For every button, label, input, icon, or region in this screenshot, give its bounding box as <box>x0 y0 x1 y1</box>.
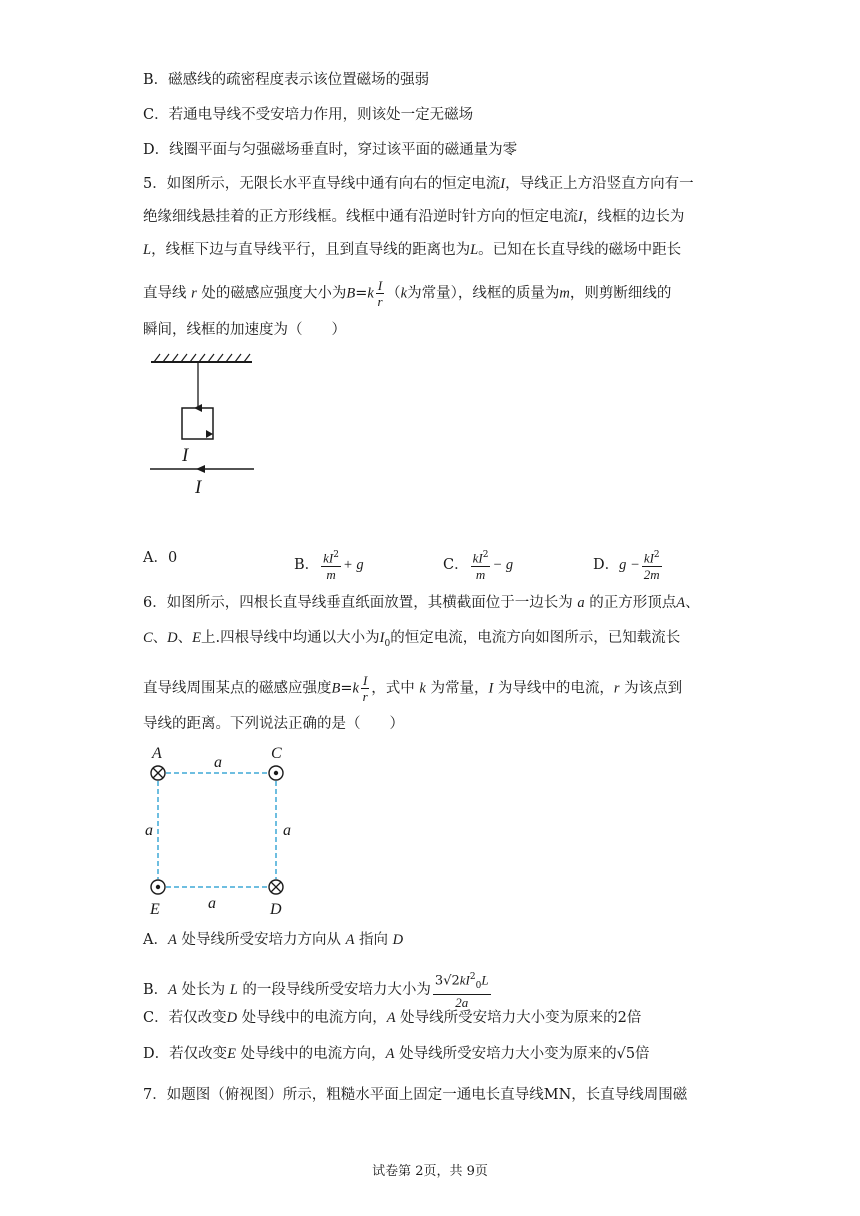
fig6-side-right: a <box>283 822 291 839</box>
fig6-label-e: E <box>150 901 160 918</box>
q6-line-4: 导线的距离。下列说法正确的是（ ） <box>143 716 404 732</box>
fig6-label-c: C <box>271 745 282 762</box>
q4-option-b: B．磁感线的疏密程度表示该位置磁场的强弱 <box>143 72 430 88</box>
q5-option-b: B． $\frac{kI^2}{m}$ + g <box>294 550 364 583</box>
q6-option-d: D．若仅改变E 处导线中的电流方向，A 处导线所受安培力大小变为原来的√5倍 <box>143 1046 650 1062</box>
q5-option-c: C． $\frac{kI^2}{m}$ − g <box>443 550 514 583</box>
q5-line-4: 直导线 r 处的磁感应强度大小为B=k $\frac{I}{r}$ （k为常量），线框的质量为m，则剪断细线的 <box>143 278 672 309</box>
q7-line-1: 7．如题图（俯视图）所示，粗糙水平面上固定一通电长直导线MN，长直导线周围磁 <box>143 1087 688 1103</box>
q6-line-2: C、D、E上.四根导线中均通以大小为$I_0$的恒定电流，电流方向如图所示，已知载流长 <box>143 630 681 649</box>
fig6-side-bottom: a <box>208 895 216 912</box>
fig5-wire-current-label: I <box>195 477 202 498</box>
formula-b-fraction: $\frac{I}{r}$ <box>377 278 383 309</box>
fig6-label-d: D <box>270 901 282 918</box>
q6-figure <box>140 740 300 920</box>
fig5-loop-current-label: I <box>182 445 189 466</box>
fig6-label-a: A <box>152 745 162 762</box>
q6-option-b: B．A 处长为 L 的一段导线所受安培力大小为 $\frac{3√2kI^2_0L}{2a}$ <box>143 972 489 1010</box>
fig6-side-left: a <box>145 822 153 839</box>
q5-line-1: 5．如图所示，无限长水平直导线中通有向右的恒定电流I，导线正上方沿竖直方向有一 <box>143 176 694 192</box>
q5-line-5: 瞬间，线框的加速度为（ ） <box>143 322 346 338</box>
fig6-side-top: a <box>214 754 222 771</box>
q4-option-d: D．线圈平面与匀强磁场垂直时，穿过该平面的磁通量为零 <box>143 142 518 158</box>
q4-option-c: C．若通电导线不受安培力作用，则该处一定无磁场 <box>143 107 474 123</box>
q5-option-d: D．g − $\frac{kI^2}{2m}$ <box>593 550 660 583</box>
q6-line-1: 6．如图所示，四根长直导线垂直纸面放置，其横截面位于一边长为 a 的正方形顶点A、 <box>143 595 700 611</box>
q6-option-c: C．若仅改变D 处导线中的电流方向，A 处导线所受安培力大小变为原来的2倍 <box>143 1010 642 1026</box>
q6-line-3: 直导线周围某点的磁感应强度B=k $\frac{I}{r}$ ，式中 k 为常量，I 为导线中的电流，r 为该点到 <box>143 673 683 704</box>
q5-line-2: 绝缘细线悬挂着的正方形线框。线框中通有沿逆时针方向的恒定电流I，线框的边长为 <box>143 209 685 225</box>
q5-option-a: A．0 <box>143 550 178 566</box>
q6-option-a: A．A 处导线所受安培力方向从 A 指向 D <box>143 932 404 948</box>
page-footer: 试卷第 2页，共 9页 <box>372 1164 488 1179</box>
q5-figure <box>140 352 270 502</box>
q5-line-3: L，线框下边与直导线平行，且到直导线的距离也为L。已知在长直导线的磁场中距长 <box>143 242 682 258</box>
